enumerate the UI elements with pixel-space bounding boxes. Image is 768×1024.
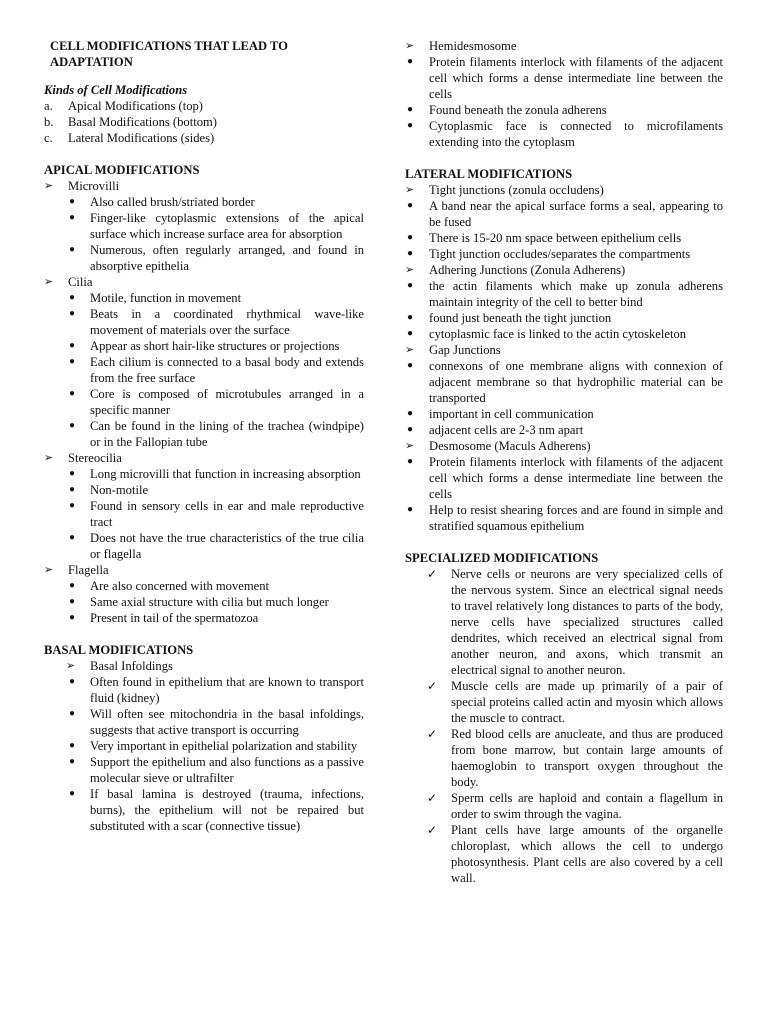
list-item: ● Each cilium is connected to a basal body and extends from the free surface — [69, 355, 364, 385]
right-column — [405, 38, 723, 886]
left-column — [44, 38, 364, 834]
bullet-icon: ● — [407, 504, 414, 515]
arrow-icon: ➢ — [44, 276, 54, 288]
bullet-icon: ● — [69, 532, 76, 543]
arrow-icon: ➢ — [44, 564, 54, 576]
bullet-icon: ● — [407, 328, 414, 339]
bullet-icon: ● — [407, 456, 414, 467]
list-item: ● Does not have the true characteristics of the true cilia or flagella — [69, 531, 364, 561]
arrow-icon: ➢ — [405, 344, 415, 356]
list-item: ● Finger-like cytoplasmic extensions of the apical surface which increase surface area for absorption — [69, 211, 364, 241]
arrow-icon: ➢ — [405, 40, 415, 52]
list-item: ● Cytoplasmic face is connected to microfilaments extending into the cytoplasm — [407, 119, 723, 149]
bullet-icon: ● — [69, 740, 76, 751]
bullet-icon: ● — [407, 360, 414, 371]
kinds-item: c. Lateral Modifications (sides) — [44, 131, 215, 145]
list-item: ● Found in sensory cells in ear and male reproductive tract — [69, 499, 364, 529]
list-item: ● Often found in epithelium that are known to transport fluid (kidney) — [69, 675, 364, 705]
bullet-icon: ● — [69, 388, 76, 399]
list-item: ● Protein filaments interlock with filaments of the adjacent cell which forms a dense intermediate line between the cells — [407, 455, 723, 501]
bullet-icon: ● — [69, 244, 76, 255]
list-item: ● the actin filaments which make up zonula adherens maintain integrity of the cell to better bind — [407, 279, 723, 309]
bullet-icon: ● — [69, 196, 76, 207]
list-item: ● Protein filaments interlock with filaments of the adjacent cell which forms a dense intermediate line between the cells — [407, 55, 723, 101]
bullet-icon: ● — [69, 500, 76, 511]
arrow-icon: ➢ — [66, 660, 76, 672]
bullet-icon: ● — [407, 408, 414, 419]
microvilli-label: ➢ Microvilli — [44, 179, 120, 193]
arrow-icon: ➢ — [405, 264, 415, 276]
list-item: ● Beats in a coordinated rhythmical wave-like movement of materials over the surface — [69, 307, 364, 337]
bullet-icon: ● — [69, 212, 76, 223]
list-item: ● If basal lamina is destroyed (trauma, infections, burns), the epithelium will not be repaired but substituted with a scar (connective tissue) — [69, 787, 364, 833]
bullet-icon: ● — [69, 612, 76, 623]
bullet-icon: ● — [407, 56, 414, 67]
list-item: ● Numerous, often regularly arranged, and found in absorptive epithelia — [69, 243, 364, 273]
list-item: ● Appear as short hair-like structures or projections — [69, 339, 340, 353]
document-title: CELL MODIFICATIONS THAT LEAD TO ADAPTATION — [50, 39, 288, 69]
list-item: ● Can be found in the lining of the trachea (windpipe) or in the Fallopian tube — [69, 419, 364, 449]
list-item: ● Will often see mitochondria in the basal infoldings, suggests that active transport is occurring — [69, 707, 364, 737]
bullet-icon: ● — [69, 676, 76, 687]
list-item: ● connexons of one membrane aligns with connexion of adjacent membrane so that hydrophilic material can be transported — [407, 359, 723, 405]
desmosome-label: ➢ Desmosome (Maculs Adherens) — [405, 439, 591, 453]
cilia-label: ➢ Cilia — [44, 275, 93, 289]
arrow-icon: ➢ — [44, 452, 54, 464]
list-item: ✓ Muscle cells are made up primarily of a pair of special proteins called actin and myosin which allows the muscle to contract. — [427, 679, 723, 725]
list-item: ● Tight junction occludes/separates the compartments — [407, 247, 691, 261]
list-item: ● Same axial structure with cilia but much longer — [69, 595, 329, 609]
bullet-icon: ● — [69, 756, 76, 767]
bullet-icon: ● — [69, 708, 76, 719]
lateral-heading: LATERAL MODIFICATIONS — [405, 167, 573, 181]
bullet-icon: ● — [69, 788, 76, 799]
list-item: ● Are also concerned with movement — [69, 579, 270, 593]
specialized-heading: SPECIALIZED MODIFICATIONS — [405, 551, 599, 565]
list-item: ● Help to resist shearing forces and are found in simple and stratified squamous epithelium — [407, 503, 723, 533]
basal-infoldings-label: ➢ Basal Infoldings — [66, 659, 173, 673]
bullet-icon: ● — [69, 468, 76, 479]
gap-junctions-label: ➢ Gap Junctions — [405, 343, 501, 357]
stereocilia-label: ➢ Stereocilia — [44, 451, 122, 465]
basal-heading: BASAL MODIFICATIONS — [44, 643, 194, 657]
list-item: ● Core is composed of microtubules arranged in a specific manner — [69, 387, 364, 417]
hemidesmosome-label: ➢ Hemidesmosome — [405, 39, 517, 53]
bullet-icon: ● — [69, 596, 76, 607]
list-item: ● important in cell communication — [407, 407, 594, 421]
arrow-icon: ➢ — [405, 440, 415, 452]
tight-junctions-label: ➢ Tight junctions (zonula occludens) — [405, 183, 604, 197]
bullet-icon: ● — [69, 580, 76, 591]
list-item: ● Long microvilli that function in increasing absorption — [69, 467, 361, 481]
list-item: ● adjacent cells are 2-3 nm apart — [407, 423, 584, 437]
list-item: ● Support the epithelium and also functions as a passive molecular sieve or ultrafilter — [69, 755, 364, 785]
list-item: ● cytoplasmic face is linked to the actin cytoskeleton — [407, 327, 687, 341]
list-item: ● Found beneath the zonula adherens — [407, 103, 607, 117]
bullet-icon: ● — [69, 484, 76, 495]
kinds-heading: Kinds of Cell Modifications — [44, 83, 188, 97]
bullet-icon: ● — [69, 420, 76, 431]
list-item: ● found just beneath the tight junction — [407, 311, 612, 325]
apical-heading: APICAL MODIFICATIONS — [44, 163, 200, 177]
check-icon: ✓ — [427, 679, 438, 693]
bullet-icon: ● — [407, 232, 414, 243]
flagella-label: ➢ Flagella — [44, 563, 109, 577]
kinds-item: a. Apical Modifications (top) — [44, 99, 204, 113]
list-item: ● Present in tail of the spermatozoa — [69, 611, 259, 625]
list-item: ● Very important in epithelial polarization and stability — [69, 739, 358, 753]
bullet-icon: ● — [69, 292, 76, 303]
check-icon: ✓ — [427, 727, 438, 741]
bullet-icon: ● — [69, 340, 76, 351]
list-item: ● There is 15-20 nm space between epithelium cells — [407, 231, 682, 245]
adhering-junctions-label: ➢ Adhering Junctions (Zonula Adherens) — [405, 263, 626, 277]
kinds-list — [44, 98, 364, 146]
bullet-icon: ● — [407, 200, 414, 211]
bullet-icon: ● — [407, 424, 414, 435]
list-item: ● A band near the apical surface forms a seal, appearing to be fused — [407, 199, 723, 229]
bullet-icon: ● — [69, 356, 76, 367]
bullet-icon: ● — [407, 312, 414, 323]
list-item: ● Motile, function in movement — [69, 291, 242, 305]
list-item: ● Also called brush/striated border — [69, 195, 255, 209]
check-icon: ✓ — [427, 791, 438, 805]
arrow-icon: ➢ — [405, 184, 415, 196]
list-item: ● Non-motile — [69, 483, 149, 497]
bullet-icon: ● — [407, 120, 414, 131]
list-item: ✓ Plant cells have large amounts of the organelle chloroplast, which allows the cell to undergo photosynthesis. Plant cells are also covered by a cell wall. — [427, 823, 723, 885]
kinds-item: b. Basal Modifications (bottom) — [44, 115, 218, 129]
check-icon: ✓ — [427, 823, 438, 837]
bullet-icon: ● — [69, 308, 76, 319]
list-item: ✓ Red blood cells are anucleate, and thus are produced from bone marrow, but contain large amounts of haemoglobin to transport oxygen throughout the body. — [427, 727, 723, 789]
list-item: ✓ Sperm cells are haploid and contain a flagellum in order to swim through the vagina. — [427, 791, 723, 821]
bullet-icon: ● — [407, 104, 414, 115]
check-icon: ✓ — [427, 567, 438, 581]
bullet-icon: ● — [407, 248, 414, 259]
list-item: ✓ Nerve cells or neurons are very specialized cells of the nervous system. Since an electrical signal needs to travel relatively long distances to parts of the body, nerve cells have specialized structures called dendrites, which received an electrical signal from another neuron, and axons, which transmit an electrical signal to another neuron. — [427, 567, 723, 677]
bullet-icon: ● — [407, 280, 414, 291]
arrow-icon: ➢ — [44, 180, 54, 192]
